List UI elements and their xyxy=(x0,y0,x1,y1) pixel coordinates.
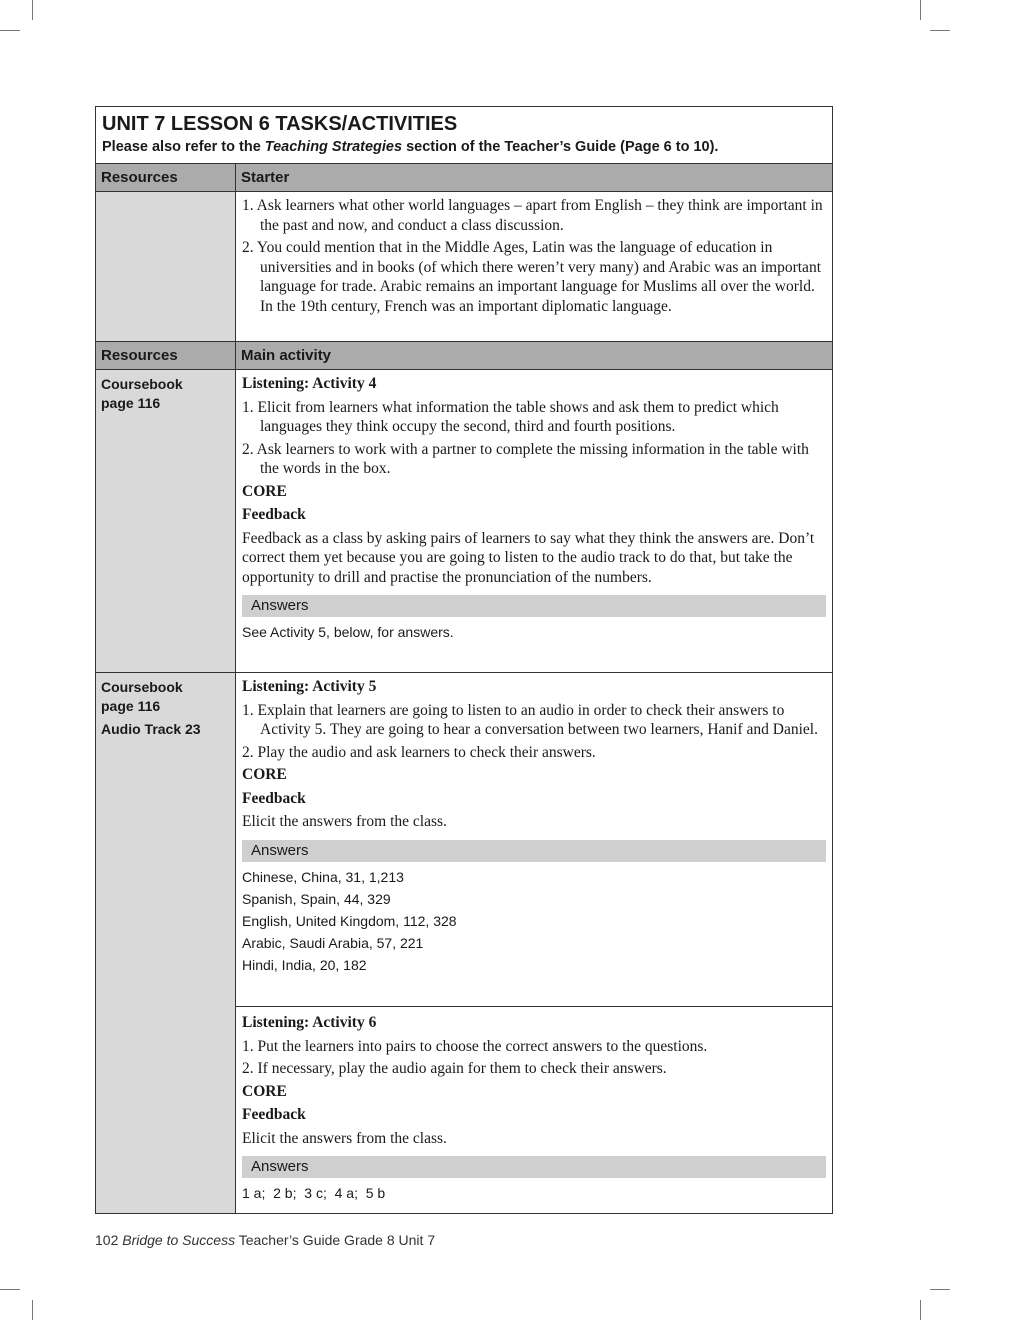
page-number: 102 xyxy=(95,1232,119,1248)
list-item: 1. Elicit from learners what information the table shows and ask them to predict which languages they think occupy the second, third and fourth positions. xyxy=(242,398,779,435)
activity-title: Listening: Activity 6 xyxy=(242,1014,377,1031)
activity-title: Listening: Activity 4 xyxy=(242,375,377,392)
starter-row xyxy=(96,192,832,342)
core-label: CORE xyxy=(242,766,287,783)
resources-header: Resources xyxy=(96,342,236,369)
feedback-label: Feedback xyxy=(242,1106,306,1123)
resources-header: Resources xyxy=(96,164,236,191)
answers-bar: Answers xyxy=(242,595,826,617)
answer-line: Arabic, Saudi Arabia, 57, 221 xyxy=(242,934,424,951)
answers-bar: Answers xyxy=(242,840,826,862)
core-label: CORE xyxy=(242,482,287,500)
list-item: 2. If necessary, play the audio again for them to check their answers. xyxy=(242,1060,667,1077)
activity-4-row xyxy=(96,370,832,673)
starter-header xyxy=(96,164,832,192)
resource-label: page 116 xyxy=(101,698,161,714)
feedback-text: Feedback as a class by asking pairs of learners to say what they think the answers are. Don’t correct them yet because you are going to listen to the audio track to do that, but take the opportunity to drill and practise the pronunciation of the numbers. xyxy=(242,529,815,586)
main-heading: Main activity xyxy=(241,347,332,364)
feedback-text: Elicit the answers from the class. xyxy=(242,813,447,830)
crop-mark xyxy=(0,1289,20,1290)
activity-6-content xyxy=(236,1007,832,1213)
resources-cell xyxy=(96,673,236,1213)
starter-heading: Starter xyxy=(241,169,290,186)
main-header xyxy=(96,342,832,370)
lesson-table xyxy=(95,106,833,1214)
answer-line: 1 a; 2 b; 3 c; 4 a; 5 b xyxy=(242,1185,386,1201)
crop-mark xyxy=(920,1300,921,1320)
crop-mark xyxy=(32,1300,33,1320)
answer-line: Hindi, India, 20, 182 xyxy=(242,956,367,973)
activity-cells xyxy=(236,673,832,1213)
feedback-text: Elicit the answers from the class. xyxy=(242,1129,447,1147)
answers-bar: Answers xyxy=(242,1156,826,1178)
page-footer xyxy=(95,1232,435,1248)
book-title: Bridge to Success xyxy=(122,1232,236,1248)
resource-label: Coursebook xyxy=(101,679,183,695)
resource-label: Coursebook xyxy=(101,376,183,392)
footer-text: Teacher’s Guide Grade 8 Unit 7 xyxy=(235,1232,436,1248)
starter-content xyxy=(236,192,832,341)
activity-content xyxy=(236,370,832,672)
feedback-label: Feedback xyxy=(242,789,306,807)
resource-label: page 116 xyxy=(101,395,161,411)
answer-line: See Activity 5, below, for answers. xyxy=(242,624,454,640)
list-item: 2. You could mention that in the Middle Ages, Latin was the language of education in universities and in books (of which there weren’t very many) and Arabic was an important language for trade. Arabic remains an important language for Muslims all over the world. In the 19th century, French was an important diplomatic language. xyxy=(242,239,821,315)
list-item: 1. Put the learners into pairs to choose the correct answers to the questions. xyxy=(242,1037,708,1055)
feedback-label: Feedback xyxy=(242,506,306,523)
crop-mark xyxy=(930,30,950,31)
activity-5-6-row xyxy=(96,673,832,1213)
list-item: 1. Explain that learners are going to listen to an audio in order to check their answers to Activity 5. They are going to hear a conversation between two learners, Hanif and Daniel. xyxy=(242,701,818,738)
crop-mark xyxy=(920,0,921,20)
list-item: 2. Play the audio and ask learners to check their answers. xyxy=(242,743,596,761)
subtitle-text: Please also refer to the xyxy=(102,139,265,155)
table-title-block xyxy=(96,107,832,164)
resource-label: Audio Track 23 xyxy=(101,721,201,737)
list-item: 1. Ask learners what other world languages – apart from English – they think are important in the past and now, and conduct a class discussion. xyxy=(242,197,823,234)
subtitle-emphasis: Teaching Strategies xyxy=(264,139,403,155)
lesson-title: UNIT 7 LESSON 6 TASKS/ACTIVITIES xyxy=(102,113,458,135)
crop-mark xyxy=(32,0,33,20)
list-item: 2. Ask learners to work with a partner to complete the missing information in the table with the words in the box. xyxy=(242,440,809,477)
answer-line: Chinese, China, 31, 1,213 xyxy=(242,868,404,885)
core-label: CORE xyxy=(242,1082,287,1100)
activity-title: Listening: Activity 5 xyxy=(242,678,377,695)
answer-line: Spanish, Spain, 44, 329 xyxy=(242,890,391,907)
lesson-subtitle xyxy=(102,137,826,157)
resources-cell xyxy=(96,192,236,341)
crop-mark xyxy=(930,1289,950,1290)
activity-5-content xyxy=(236,673,832,1007)
answer-line: English, United Kingdom, 112, 328 xyxy=(242,912,457,929)
resources-cell xyxy=(96,370,236,672)
subtitle-text: section of the Teacher’s Guide (Page 6 to 10). xyxy=(402,139,719,155)
crop-mark xyxy=(0,30,20,31)
